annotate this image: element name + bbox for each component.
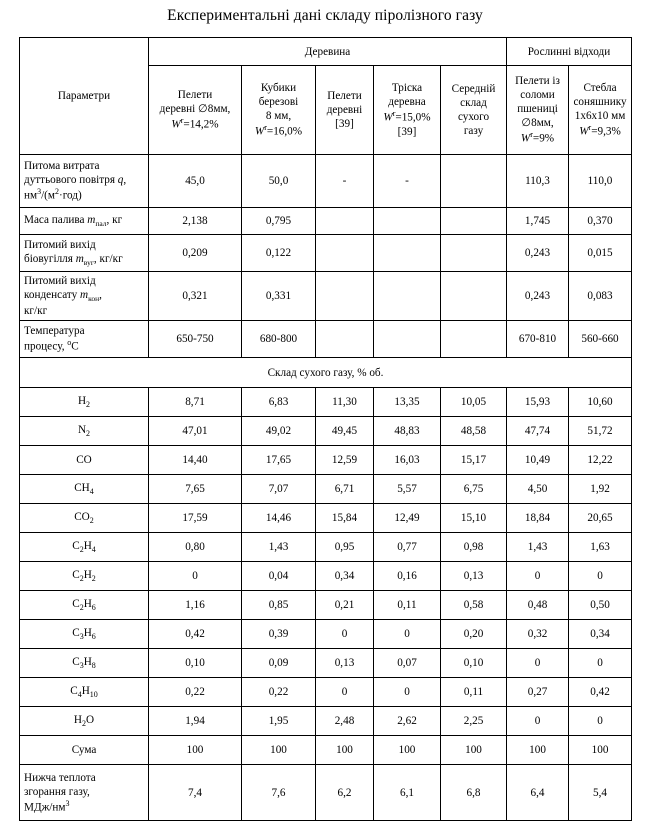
- data-cell: 2,48: [316, 707, 374, 736]
- param-label: Питомий вихід біовугілля $m_{вуг}$, кг/кг: [20, 235, 149, 272]
- data-cell: 12,22: [569, 446, 632, 475]
- data-cell: 47,01: [149, 417, 242, 446]
- data-cell: 0: [316, 620, 374, 649]
- data-cell: 48,58: [441, 417, 507, 446]
- table-row: [20, 358, 632, 388]
- data-cell: 6,71: [316, 475, 374, 504]
- table-row: [20, 446, 632, 475]
- data-cell: 14,46: [242, 504, 316, 533]
- data-cell: 17,59: [149, 504, 242, 533]
- data-cell: 6,75: [441, 475, 507, 504]
- data-cell: 45,0: [149, 155, 242, 208]
- data-cell: -: [374, 155, 441, 208]
- data-cell: 0: [507, 649, 569, 678]
- data-cell: 6,1: [374, 765, 441, 821]
- data-cell: 110,0: [569, 155, 632, 208]
- table-row: [20, 765, 632, 821]
- data-cell: 0: [374, 678, 441, 707]
- data-cell: 0,13: [441, 562, 507, 591]
- component-label: Сума: [20, 736, 149, 765]
- data-cell: 15,93: [507, 388, 569, 417]
- data-cell: 0: [569, 562, 632, 591]
- data-cell: 0,243: [507, 235, 569, 272]
- data-cell: [374, 272, 441, 321]
- table-row: [20, 620, 632, 649]
- data-cell: 50,0: [242, 155, 316, 208]
- table-row: [20, 504, 632, 533]
- data-cell: 0,22: [149, 678, 242, 707]
- data-cell: 100: [441, 736, 507, 765]
- component-label: CO: [20, 446, 149, 475]
- data-cell: 0,209: [149, 235, 242, 272]
- header-group-plant: Рослинні відходи: [507, 38, 632, 66]
- data-cell: 51,72: [569, 417, 632, 446]
- data-cell: 10,49: [507, 446, 569, 475]
- data-cell: 0: [507, 707, 569, 736]
- data-cell: 7,6: [242, 765, 316, 821]
- data-cell: 0: [374, 620, 441, 649]
- data-cell: 0,07: [374, 649, 441, 678]
- data-cell: 0,22: [242, 678, 316, 707]
- data-cell: 10,60: [569, 388, 632, 417]
- data-cell: 0,39: [242, 620, 316, 649]
- column-header: Тріска деревна $W^r=15,0\%$ [39]: [374, 66, 441, 155]
- data-cell: 2,62: [374, 707, 441, 736]
- data-cell: 0,331: [242, 272, 316, 321]
- component-label: $H_2$: [20, 388, 149, 417]
- data-cell: 4,50: [507, 475, 569, 504]
- data-cell: 1,94: [149, 707, 242, 736]
- data-cell: -: [316, 155, 374, 208]
- data-cell: 100: [374, 736, 441, 765]
- table-row: [20, 475, 632, 504]
- data-cell: 2,138: [149, 208, 242, 235]
- data-cell: [441, 208, 507, 235]
- data-cell: 12,49: [374, 504, 441, 533]
- data-cell: 49,02: [242, 417, 316, 446]
- data-cell: 0,85: [242, 591, 316, 620]
- data-cell: 0,98: [441, 533, 507, 562]
- column-header: Середній склад сухого газу: [441, 66, 507, 155]
- data-cell: 0,11: [374, 591, 441, 620]
- data-cell: 560-660: [569, 321, 632, 358]
- column-header: Пелети деревні ∅8мм, $W^r=14,2\%$: [149, 66, 242, 155]
- data-cell: 0: [507, 562, 569, 591]
- data-cell: 0: [569, 649, 632, 678]
- data-cell: 0,34: [316, 562, 374, 591]
- data-cell: 0,795: [242, 208, 316, 235]
- component-label: $C_2H_4$: [20, 533, 149, 562]
- column-header: Пелети деревні [39]: [316, 66, 374, 155]
- data-cell: 0,80: [149, 533, 242, 562]
- data-cell: 10,05: [441, 388, 507, 417]
- data-cell: 13,35: [374, 388, 441, 417]
- header-parameters: Параметри: [20, 38, 149, 155]
- data-cell: [441, 155, 507, 208]
- table-row: [20, 417, 632, 446]
- data-cell: 0,10: [441, 649, 507, 678]
- data-cell: [316, 272, 374, 321]
- data-cell: 1,745: [507, 208, 569, 235]
- component-label: $C_2H_2$: [20, 562, 149, 591]
- component-label: $C_2H_6$: [20, 591, 149, 620]
- component-label: $H_2O$: [20, 707, 149, 736]
- pyrolysis-gas-table: [19, 37, 632, 821]
- table-row: [20, 321, 632, 358]
- data-cell: 7,07: [242, 475, 316, 504]
- component-label: $C_4H_{10}$: [20, 678, 149, 707]
- table-row: [20, 272, 632, 321]
- data-cell: 100: [242, 736, 316, 765]
- data-cell: 1,43: [242, 533, 316, 562]
- data-cell: [374, 321, 441, 358]
- table-row: [20, 388, 632, 417]
- param-label: Температура процесу, $^o$С: [20, 321, 149, 358]
- data-cell: 0,20: [441, 620, 507, 649]
- data-cell: 0,370: [569, 208, 632, 235]
- data-cell: 2,25: [441, 707, 507, 736]
- data-cell: 11,30: [316, 388, 374, 417]
- data-cell: 0,122: [242, 235, 316, 272]
- data-cell: 17,65: [242, 446, 316, 475]
- data-cell: 48,83: [374, 417, 441, 446]
- component-label: $CH_4$: [20, 475, 149, 504]
- data-cell: 49,45: [316, 417, 374, 446]
- data-cell: 8,71: [149, 388, 242, 417]
- data-cell: 110,3: [507, 155, 569, 208]
- data-cell: 1,92: [569, 475, 632, 504]
- data-cell: [316, 321, 374, 358]
- data-cell: 0,321: [149, 272, 242, 321]
- data-cell: 0,77: [374, 533, 441, 562]
- data-cell: [374, 208, 441, 235]
- param-label: Питомий вихід конденсату $m_{кон}$, кг/кг: [20, 272, 149, 321]
- data-cell: 6,8: [441, 765, 507, 821]
- table-row: [20, 707, 632, 736]
- table-row: [20, 649, 632, 678]
- data-cell: 7,4: [149, 765, 242, 821]
- data-cell: 0,243: [507, 272, 569, 321]
- data-cell: 6,4: [507, 765, 569, 821]
- table-row: [20, 736, 632, 765]
- data-cell: 6,2: [316, 765, 374, 821]
- data-cell: 20,65: [569, 504, 632, 533]
- component-label: $C_3H_6$: [20, 620, 149, 649]
- data-cell: 1,43: [507, 533, 569, 562]
- data-cell: [441, 321, 507, 358]
- data-cell: 100: [149, 736, 242, 765]
- heat-label: Нижча теплота згорання газу, МДж/$нм^3$: [20, 765, 149, 821]
- data-cell: 0,09: [242, 649, 316, 678]
- data-cell: 0,015: [569, 235, 632, 272]
- data-cell: 0,42: [149, 620, 242, 649]
- data-cell: 650-750: [149, 321, 242, 358]
- data-cell: 0: [149, 562, 242, 591]
- data-cell: 0,11: [441, 678, 507, 707]
- composition-title: Склад сухого газу, % об.: [20, 358, 632, 388]
- data-cell: 0,04: [242, 562, 316, 591]
- data-cell: 47,74: [507, 417, 569, 446]
- data-cell: 0,95: [316, 533, 374, 562]
- data-cell: 0,50: [569, 591, 632, 620]
- data-cell: 14,40: [149, 446, 242, 475]
- component-label: $N_2$: [20, 417, 149, 446]
- table-row: [20, 235, 632, 272]
- param-label: Питома витрата дуттьового повітря q, $нм^3/(м^2\cdot год)$: [20, 155, 149, 208]
- table-row: [20, 208, 632, 235]
- data-cell: 0,13: [316, 649, 374, 678]
- data-cell: 0,42: [569, 678, 632, 707]
- data-cell: 0,58: [441, 591, 507, 620]
- data-cell: 5,57: [374, 475, 441, 504]
- data-cell: [316, 208, 374, 235]
- data-cell: 0: [316, 678, 374, 707]
- data-cell: 15,17: [441, 446, 507, 475]
- table-row: [20, 562, 632, 591]
- data-cell: 670-810: [507, 321, 569, 358]
- data-cell: 1,95: [242, 707, 316, 736]
- data-cell: 680-800: [242, 321, 316, 358]
- data-cell: 6,83: [242, 388, 316, 417]
- data-cell: 0,21: [316, 591, 374, 620]
- data-cell: 0,16: [374, 562, 441, 591]
- data-cell: 1,63: [569, 533, 632, 562]
- header-group-wood: Деревина: [149, 38, 507, 66]
- data-cell: 100: [316, 736, 374, 765]
- data-cell: 5,4: [569, 765, 632, 821]
- data-cell: [441, 235, 507, 272]
- column-header: Кубики березові 8 мм, $W^r=16,0\%$: [242, 66, 316, 155]
- data-cell: 7,65: [149, 475, 242, 504]
- data-cell: 0,083: [569, 272, 632, 321]
- data-cell: 12,59: [316, 446, 374, 475]
- data-cell: 16,03: [374, 446, 441, 475]
- data-cell: 0,10: [149, 649, 242, 678]
- component-label: $C_3H_8$: [20, 649, 149, 678]
- table-row: [20, 38, 632, 66]
- data-cell: [441, 272, 507, 321]
- data-cell: 0,27: [507, 678, 569, 707]
- data-cell: 0,32: [507, 620, 569, 649]
- data-cell: 15,10: [441, 504, 507, 533]
- column-header: Стебла соняшнику 1х6х10 мм $W^r=9,3\%$: [569, 66, 632, 155]
- page-title: Експериментальні дані складу піролізного газу: [167, 7, 483, 24]
- data-cell: 0,34: [569, 620, 632, 649]
- component-label: $CO_2$: [20, 504, 149, 533]
- param-label: Маса палива $m_{пал}$, кг: [20, 208, 149, 235]
- data-cell: [316, 235, 374, 272]
- data-cell: 18,84: [507, 504, 569, 533]
- data-cell: 0,48: [507, 591, 569, 620]
- data-cell: 0: [569, 707, 632, 736]
- table-row: [20, 591, 632, 620]
- data-cell: 100: [569, 736, 632, 765]
- table-row: [20, 155, 632, 208]
- column-header: Пелети із соломи пшениці ∅8мм, $W^r=9\%$: [507, 66, 569, 155]
- table-row: [20, 678, 632, 707]
- data-cell: [374, 235, 441, 272]
- table-row: [20, 533, 632, 562]
- data-cell: 15,84: [316, 504, 374, 533]
- data-cell: 100: [507, 736, 569, 765]
- data-cell: 1,16: [149, 591, 242, 620]
